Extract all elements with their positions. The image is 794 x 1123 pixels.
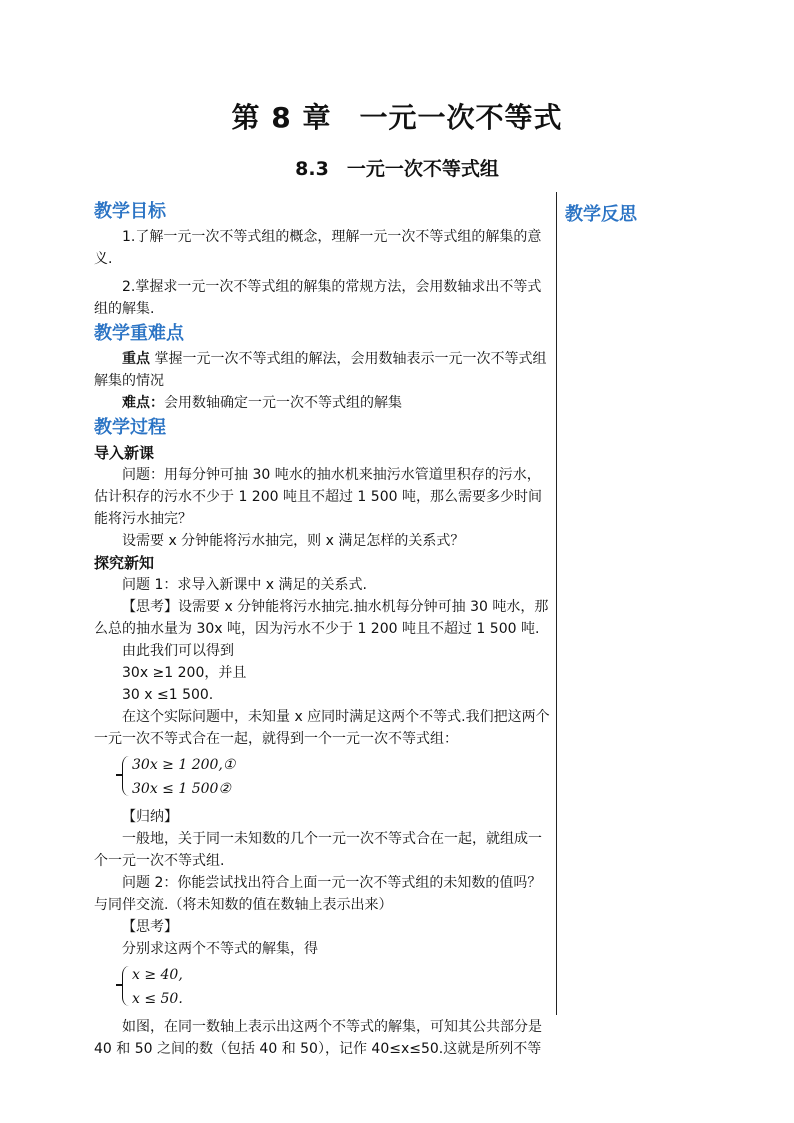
chapter-name: 一元一次不等式 [359,101,563,134]
intro-heading: 导入新课 [94,444,155,462]
system-1-line-2: 30x ≤ 1 500② [132,781,231,797]
inequality-system-2 [122,964,550,1012]
hard-label: 难点： [122,395,164,411]
combine-text: 在这个实际问题中，未知量 x 应同时满足这两个不等式.我们把这两个一元一次不等式合在一起，就得到一个一元一次不等式组： [94,709,550,747]
system-2-line-2: x ≤ 50. [132,991,183,1007]
intro-question: 设需要 x 分钟能将污水抽完，则 x 满足怎样的关系式？ [122,533,465,549]
section-number: 8.3 [295,158,329,180]
solve-text: 分别求这两个不等式的解集，得 [122,941,318,957]
inequality-2: 30 x ≤1 500. [122,687,214,703]
key-point [94,348,550,392]
think-2-label: 【思考】 [122,919,178,935]
section-title [0,154,794,181]
question-2: 问题 2：你能尝试找出符合上面一元一次不等式组的未知数的值吗？与同伴交流.（将未知数的值在数轴上表示出来） [94,875,542,913]
brace-2 [122,966,129,1006]
main-column [94,198,550,1060]
explore-heading: 探究新知 [94,554,155,572]
chapter-number: 第 8 章 [231,101,332,134]
hard-point [94,392,550,414]
key-heading: 教学重难点 [94,323,184,344]
goals-heading: 教学目标 [94,201,166,222]
summary-text: 一般地，关于同一未知数的几个一元一次不等式合在一起，就组成一个一元一次不等式组. [94,831,542,869]
chapter-title [0,96,794,136]
goal-item-1: 1.了解一元一次不等式组的概念，理解一元一次不等式组的解集的意义. [94,229,542,267]
system-1-line-1: 30x ≥ 1 200,① [132,757,236,773]
key-label: 重点 [122,351,150,367]
key-text: 掌握一元一次不等式组的解法，会用数轴表示一元一次不等式组解集的情况 [94,351,547,389]
brace-1 [122,756,129,796]
hard-text: 会用数轴确定一元一次不等式组的解集 [164,395,402,411]
think-1: 【思考】设需要 x 分钟能将污水抽完.抽水机每分钟可抽 30 吨水，那么总的抽水量为 30x 吨，因为污水不少于 1 200 吨且不超过 1 500 吨. [94,599,549,637]
column-divider [556,192,557,1015]
reflection-column [565,201,637,229]
goal-item-2: 2.掌握求一元一次不等式组的解集的常规方法，会用数轴求出不等式组的解集. [94,279,542,317]
system-2-line-1: x ≥ 40, [132,967,183,983]
inequality-1: 30x ≥1 200，并且 [122,665,247,681]
process-heading: 教学过程 [94,417,166,438]
reflection-heading: 教学反思 [565,204,637,225]
intro-problem: 问题：用每分钟可抽 30 吨水的抽水机来抽污水管道里积存的污水，估计积存的污水不少于 1 200 吨且不超过 1 500 吨，那么需要多少时间能将污水抽完？ [94,467,542,527]
derive-text: 由此我们可以得到 [122,643,234,659]
question-1: 问题 1：求导入新课中 x 满足的关系式. [122,577,367,593]
summary-label: 【归纳】 [122,809,178,825]
section-name: 一元一次不等式组 [346,158,499,180]
conclusion-text: 如图，在同一数轴上表示出这两个不等式的解集，可知其公共部分是 40 和 50 之间的数（包括 40 和 50），记作 40≤x≤50.这就是所列不等 [94,1019,542,1057]
inequality-system-1 [122,754,550,802]
